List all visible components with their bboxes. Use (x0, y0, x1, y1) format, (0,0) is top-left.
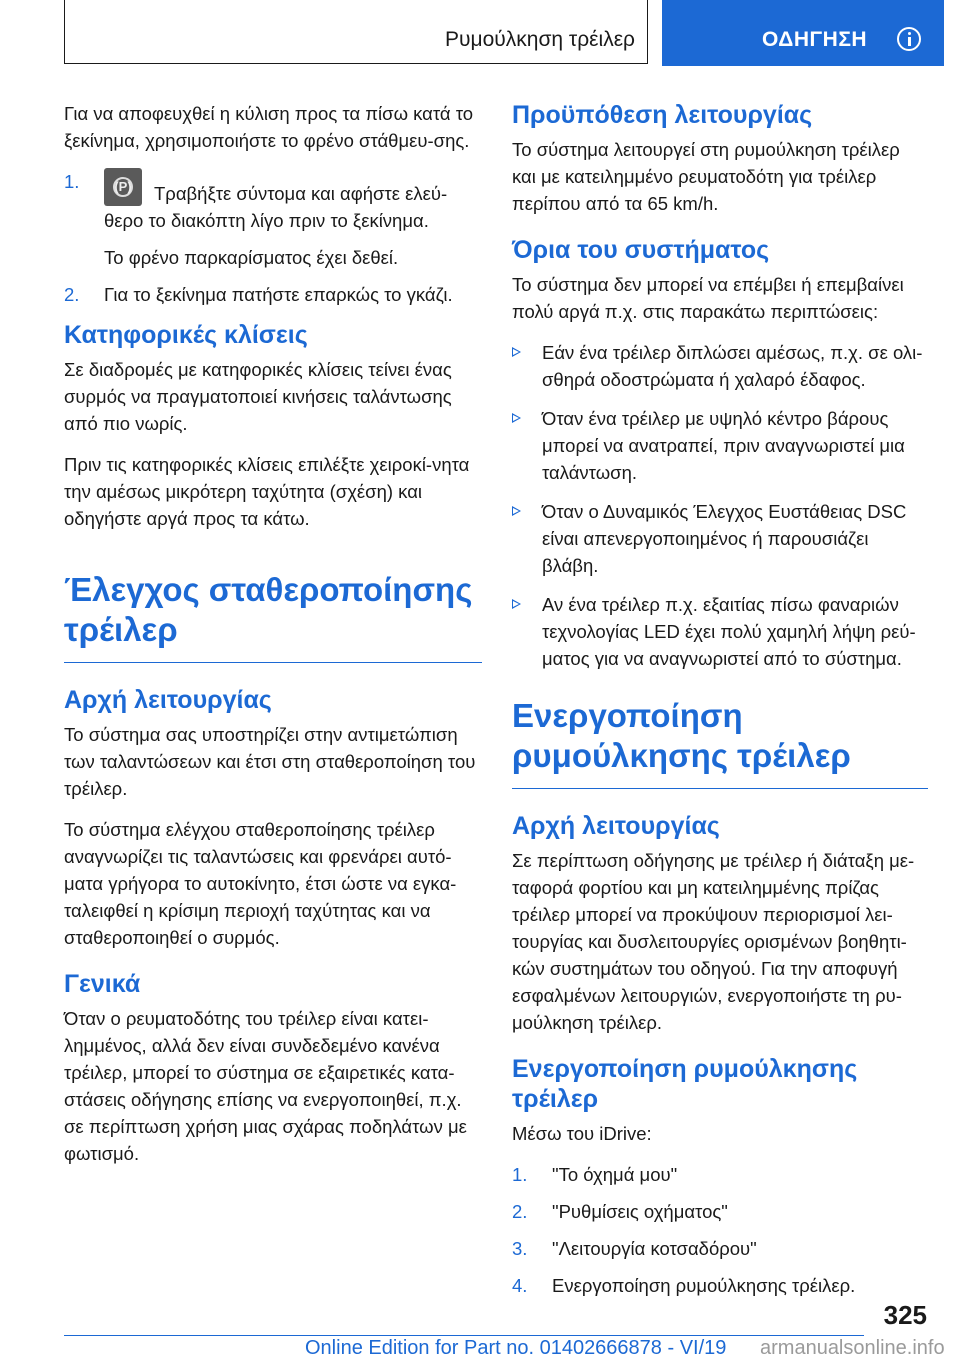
info-icon (897, 27, 921, 51)
step-text: Για το ξεκίνημα πατήστε επαρκώς το γκάζι. (104, 284, 453, 305)
slopes-paragraph-1: Σε διαδρομές με κατηφορικές κλίσεις τείνει ένας συρμός να πραγματοποιεί κινήσεις ταλάντωσης από πιο νωρίς. (64, 359, 452, 434)
list-item (512, 1161, 928, 1188)
list-item (512, 1272, 928, 1299)
heading-prerequisite: Προϋπόθεση λειτουργίας (512, 101, 813, 129)
list-item (64, 168, 482, 271)
list-item-text: Όταν ένα τρέιλερ με υψηλό κέντρο βάρους μπορεί να ανατραπεί, πριν αναγνωριστεί μια ταλάντωση. (542, 408, 905, 483)
list-item-text: Εάν ένα τρέιλερ διπλώσει αμέσως, π.χ. σε ολι-σθηρά οδοστρώματα ή χαλαρό έδαφος. (542, 342, 923, 390)
prerequisite-paragraph: Το σύστημα λειτουργεί στη ρυμούλκηση τρέιλερ και με κατειλημμένο ρευματοδότη για τρέιλερ περίπου από τα 65 km/h. (512, 139, 900, 214)
heading-activate-towing: Ενεργοποίηση ρυμούλκησης τρέιλερ (512, 1055, 858, 1113)
list-item (512, 405, 928, 486)
page-footer (0, 1300, 960, 1362)
bullet-arrow-icon (512, 413, 521, 423)
activation-steps-list (512, 1161, 928, 1299)
principle-paragraph: Σε περίπτωση οδήγησης με τρέιλερ ή διάταξη με-ταφορά φορτίου και μη κατειλημμένης πρίζας τρέιλερ μπορεί να προκύψουν περιορισμοί λει-τουργίας και δυσλειτουργίες ορισμένων βοηθητι-κών συστημάτων του οδηγού. Για την αποφυγή εσφαλμένων λειτουργιών, ενεργοποιήστε τη ρυ-μούλκηση τρέιλερ. (512, 850, 915, 1033)
start-steps-list (64, 168, 482, 308)
step-number: 4. (512, 1275, 528, 1296)
parking-brake-icon (104, 168, 142, 206)
step-text: Τραβήξτε σύντομα και αφήστε ελεύ-θερο το διακόπτη λίγο πριν το ξεκίνημα. (104, 183, 448, 231)
edition-text: Online Edition for Part no. 01402666878 - VI/19 (305, 1337, 727, 1359)
watermark: armanualsonline.info (760, 1337, 945, 1359)
idrive-intro: Μέσω του iDrive: (512, 1123, 652, 1144)
list-item (512, 339, 928, 393)
page-header (0, 0, 960, 66)
list-item (512, 1198, 928, 1225)
list-item (512, 498, 928, 579)
limits-list (512, 339, 928, 672)
page-number: 325 (883, 1300, 927, 1330)
step-text: "Λειτουργία κοτσαδόρου" (552, 1238, 757, 1259)
limits-paragraph: Το σύστημα δεν μπορεί να επέμβει ή επεμβαίνει πολύ αργά π.χ. στις παρακάτω περιπτώσεις: (512, 274, 904, 322)
section-title-box (64, 0, 648, 64)
intro-paragraph: Για να αποφευχθεί η κύλιση προς τα πίσω κατά το ξεκίνημα, χρησιμοποιήστε το φρένο στάθμευ-σης. (64, 103, 474, 151)
heading-general: Γενικά (64, 970, 141, 998)
principle-paragraph-2: Το σύστημα ελέγχου σταθεροποίησης τρέιλερ αναγνωρίζει τις ταλαντώσεις και φρενάρει αυτό-ματα γρήγορα το αυτοκίνητο, έτσι ώστε να εγκα-ταλειφθεί η κρίσιμη περιοχή ταχύτητας και να σταθεροποιηθεί ο συρμός. (64, 819, 457, 948)
step-note: Το φρένο παρκαρίσματος έχει δεθεί. (104, 247, 399, 268)
step-number: 1. (512, 1164, 528, 1185)
list-item-text: Όταν ο Δυναμικός Έλεγχος Ευστάθειας DSC είναι απενεργοποιημένος ή παρουσιάζει βλάβη. (542, 501, 907, 576)
footer-divider (64, 1335, 864, 1336)
slopes-paragraph-2: Πριν τις κατηφορικές κλίσεις επιλέξτε χειροκί-νητα την αμέσως μικρότερη ταχύτητα (σχέση) και οδηγήστε αργά προς τα κάτω. (64, 454, 470, 529)
step-text: "Το όχημά μου" (552, 1164, 678, 1185)
heading-system-limits: Όρια του συστήματος (512, 236, 770, 264)
heading-principle: Αρχή λειτουργίας (512, 812, 720, 840)
step-number: 1. (64, 171, 80, 192)
bullet-arrow-icon (512, 599, 521, 609)
heading-principle: Αρχή λειτουργίας (64, 686, 272, 714)
principle-paragraph-1: Το σύστημα σας υποστηρίζει στην αντιμετώπιση των ταλαντώσεων και έτσι στη σταθεροποίηση του τρέιλερ. (64, 724, 476, 799)
bullet-arrow-icon (512, 506, 521, 516)
list-item-text: Αν ένα τρέιλερ π.χ. εξαιτίας πίσω φαναριών τεχνολογίας LED έχει πολύ χαμηλή λήψη ρεύ-ματος για να αναγνωριστεί από το σύστημα. (542, 594, 916, 669)
chapter-label: ΟΔΗΓΗΣΗ (762, 28, 868, 51)
list-item (64, 281, 482, 308)
section-title: Ρυμούλκηση τρέιλερ (445, 28, 635, 51)
list-item (512, 591, 928, 672)
brake-icon-label: (P) (114, 179, 132, 194)
heading-trailer-activation: Ενεργοποίηση ρυμούλκησης τρέιλερ (512, 696, 928, 789)
left-column (64, 100, 482, 1181)
chapter-tab[interactable] (662, 0, 944, 66)
heading-slopes: Κατηφορικές κλίσεις (64, 321, 308, 349)
heading-trailer-stabilization: Έλεγχος σταθεροποίησης τρέιλερ (64, 570, 482, 663)
step-text: "Ρυθμίσεις οχήματος" (552, 1201, 728, 1222)
general-paragraph: Όταν ο ρευματοδότης του τρέιλερ είναι κατει-λημμένος, αλλά δεν είναι συνδεδεμένο κανένα τρέιλερ, μπορεί το σύστημα σε εξαιρετικές κατα-στάσεις οδήγησης επίσης να ενεργοποιηθεί, π.χ. σε περίπτωση χρήση μιας σχάρας ποδηλάτων με φωτισμό. (64, 1008, 467, 1164)
step-number: 2. (512, 1201, 528, 1222)
step-text: Ενεργοποίηση ρυμούλκησης τρέιλερ. (552, 1275, 856, 1296)
list-item (512, 1235, 928, 1262)
right-column (512, 100, 928, 1311)
bullet-arrow-icon (512, 347, 521, 357)
step-number: 2. (64, 284, 80, 305)
step-number: 3. (512, 1238, 528, 1259)
